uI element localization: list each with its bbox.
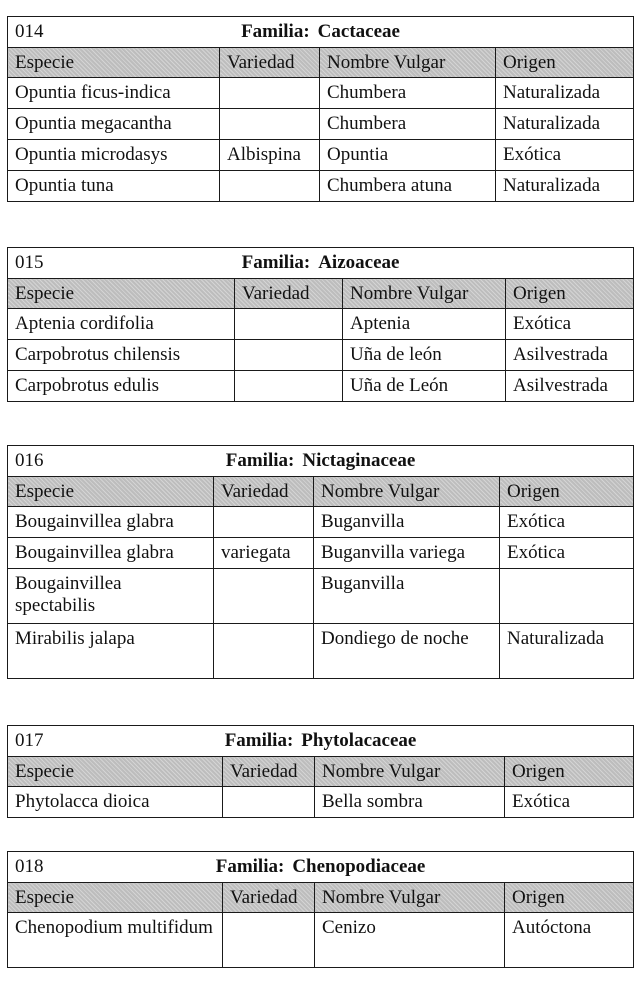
header-especie: Especie: [8, 48, 220, 78]
cell-especie: Carpobrotus chilensis: [8, 340, 235, 371]
cell-especie: Mirabilis jalapa: [8, 624, 214, 679]
cell-nombre-vulgar: Bella sombra: [315, 787, 505, 818]
family-name: Cactaceae: [317, 21, 400, 42]
cell-origen: Exótica: [505, 787, 634, 818]
cell-variedad: variegata: [214, 538, 314, 569]
cell-nombre-vulgar: Chumbera: [320, 109, 496, 140]
cell-variedad: [223, 913, 315, 968]
header-nombre-vulgar: Nombre Vulgar: [343, 279, 506, 309]
family-table-015: [7, 247, 633, 402]
cell-origen: Naturalizada: [500, 624, 634, 679]
cell-especie: Bougainvillea glabra: [8, 507, 214, 538]
cell-variedad: [235, 340, 343, 371]
family-table: [7, 851, 634, 968]
family-number: 014: [15, 21, 44, 42]
family-number: 018: [15, 856, 44, 877]
cell-origen: Naturalizada: [496, 78, 634, 109]
cell-variedad: [220, 171, 320, 202]
cell-origen: Naturalizada: [496, 171, 634, 202]
table-row: [8, 78, 634, 109]
header-nombre-vulgar: Nombre Vulgar: [315, 883, 505, 913]
table-row: [8, 507, 634, 538]
family-title-cell: [8, 248, 634, 279]
cell-especie: Opuntia megacantha: [8, 109, 220, 140]
cell-especie: Bougainvillea glabra: [8, 538, 214, 569]
cell-origen: Asilvestrada: [506, 340, 634, 371]
family-heading: [15, 730, 626, 752]
cell-variedad: [223, 787, 315, 818]
family-title-cell: [8, 726, 634, 757]
table-row: [8, 913, 634, 968]
family-name: Chenopodiaceae: [292, 856, 426, 877]
family-number: 015: [15, 252, 44, 273]
family-table: [7, 16, 634, 202]
family-table-018: [7, 851, 633, 968]
cell-especie: Opuntia microdasys: [8, 140, 220, 171]
family-title-row: [8, 852, 634, 883]
column-header-row: [8, 883, 634, 913]
header-especie: Especie: [8, 757, 223, 787]
cell-especie: Aptenia cordifolia: [8, 309, 235, 340]
cell-nombre-vulgar: Chumbera: [320, 78, 496, 109]
familia-label: Familia:: [225, 450, 295, 471]
cell-variedad: [214, 507, 314, 538]
table-row: [8, 309, 634, 340]
cell-nombre-vulgar: Opuntia: [320, 140, 496, 171]
table-row: [8, 140, 634, 171]
cell-especie: Phytolacca dioica: [8, 787, 223, 818]
table-row: [8, 340, 634, 371]
familia-label: Familia:: [241, 252, 311, 273]
cell-nombre-vulgar: Buganvilla: [314, 507, 500, 538]
header-origen: Origen: [500, 477, 634, 507]
header-origen: Origen: [505, 883, 634, 913]
header-origen: Origen: [506, 279, 634, 309]
cell-nombre-vulgar: Buganvilla: [314, 569, 500, 624]
family-heading: [15, 856, 626, 878]
cell-origen: Naturalizada: [496, 109, 634, 140]
family-table-017: [7, 725, 633, 818]
family-name: Phytolacaceae: [301, 730, 417, 751]
cell-variedad: Albispina: [220, 140, 320, 171]
cell-nombre-vulgar: Dondiego de noche: [314, 624, 500, 679]
cell-origen: Exótica: [496, 140, 634, 171]
family-table: [7, 247, 634, 402]
family-table-016: [7, 445, 633, 679]
cell-especie: Carpobrotus edulis: [8, 371, 235, 402]
family-table: [7, 725, 634, 818]
table-row: [8, 538, 634, 569]
family-title-cell: [8, 446, 634, 477]
cell-especie: Opuntia tuna: [8, 171, 220, 202]
cell-nombre-vulgar: Aptenia: [343, 309, 506, 340]
cell-especie: Opuntia ficus-indica: [8, 78, 220, 109]
family-number: 017: [15, 730, 44, 751]
header-especie: Especie: [8, 883, 223, 913]
family-table: [7, 445, 634, 679]
table-row: [8, 787, 634, 818]
cell-nombre-vulgar: Buganvilla variega: [314, 538, 500, 569]
cell-nombre-vulgar: Cenizo: [315, 913, 505, 968]
cell-origen: Exótica: [500, 538, 634, 569]
family-title-cell: [8, 17, 634, 48]
cell-variedad: [220, 109, 320, 140]
table-row: [8, 171, 634, 202]
cell-nombre-vulgar: Chumbera atuna: [320, 171, 496, 202]
family-name: Nictaginaceae: [302, 450, 416, 471]
header-origen: Origen: [505, 757, 634, 787]
cell-variedad: [214, 569, 314, 624]
header-variedad: Variedad: [223, 757, 315, 787]
cell-origen: Autóctona: [505, 913, 634, 968]
family-number: 016: [15, 450, 44, 471]
column-header-row: [8, 757, 634, 787]
header-nombre-vulgar: Nombre Vulgar: [315, 757, 505, 787]
header-variedad: Variedad: [235, 279, 343, 309]
header-nombre-vulgar: Nombre Vulgar: [314, 477, 500, 507]
family-title-row: [8, 446, 634, 477]
column-header-row: [8, 48, 634, 78]
cell-origen: [500, 569, 634, 624]
column-header-row: [8, 477, 634, 507]
cell-variedad: [235, 371, 343, 402]
table-row: [8, 109, 634, 140]
cell-nombre-vulgar: Uña de león: [343, 340, 506, 371]
familia-label: Familia:: [215, 856, 285, 877]
cell-variedad: [214, 624, 314, 679]
family-table-014: [7, 16, 633, 202]
family-title-row: [8, 17, 634, 48]
header-variedad: Variedad: [223, 883, 315, 913]
family-title-cell: [8, 852, 634, 883]
header-especie: Especie: [8, 477, 214, 507]
cell-variedad: [235, 309, 343, 340]
header-nombre-vulgar: Nombre Vulgar: [320, 48, 496, 78]
table-row: [8, 569, 634, 624]
cell-nombre-vulgar: Uña de León: [343, 371, 506, 402]
family-heading: [15, 450, 626, 472]
cell-origen: Asilvestrada: [506, 371, 634, 402]
cell-variedad: [220, 78, 320, 109]
familia-label: Familia:: [224, 730, 294, 751]
family-heading: [15, 21, 626, 43]
cell-origen: Exótica: [500, 507, 634, 538]
header-variedad: Variedad: [220, 48, 320, 78]
family-title-row: [8, 726, 634, 757]
cell-especie: Chenopodium multifidum: [8, 913, 223, 968]
family-title-row: [8, 248, 634, 279]
header-variedad: Variedad: [214, 477, 314, 507]
cell-origen: Exótica: [506, 309, 634, 340]
cell-especie: Bougainvillea spectabilis: [8, 569, 214, 624]
table-row: [8, 371, 634, 402]
column-header-row: [8, 279, 634, 309]
table-row: [8, 624, 634, 679]
family-name: Aizoaceae: [318, 252, 400, 273]
family-heading: [15, 252, 626, 274]
header-especie: Especie: [8, 279, 235, 309]
familia-label: Familia:: [241, 21, 310, 42]
header-origen: Origen: [496, 48, 634, 78]
